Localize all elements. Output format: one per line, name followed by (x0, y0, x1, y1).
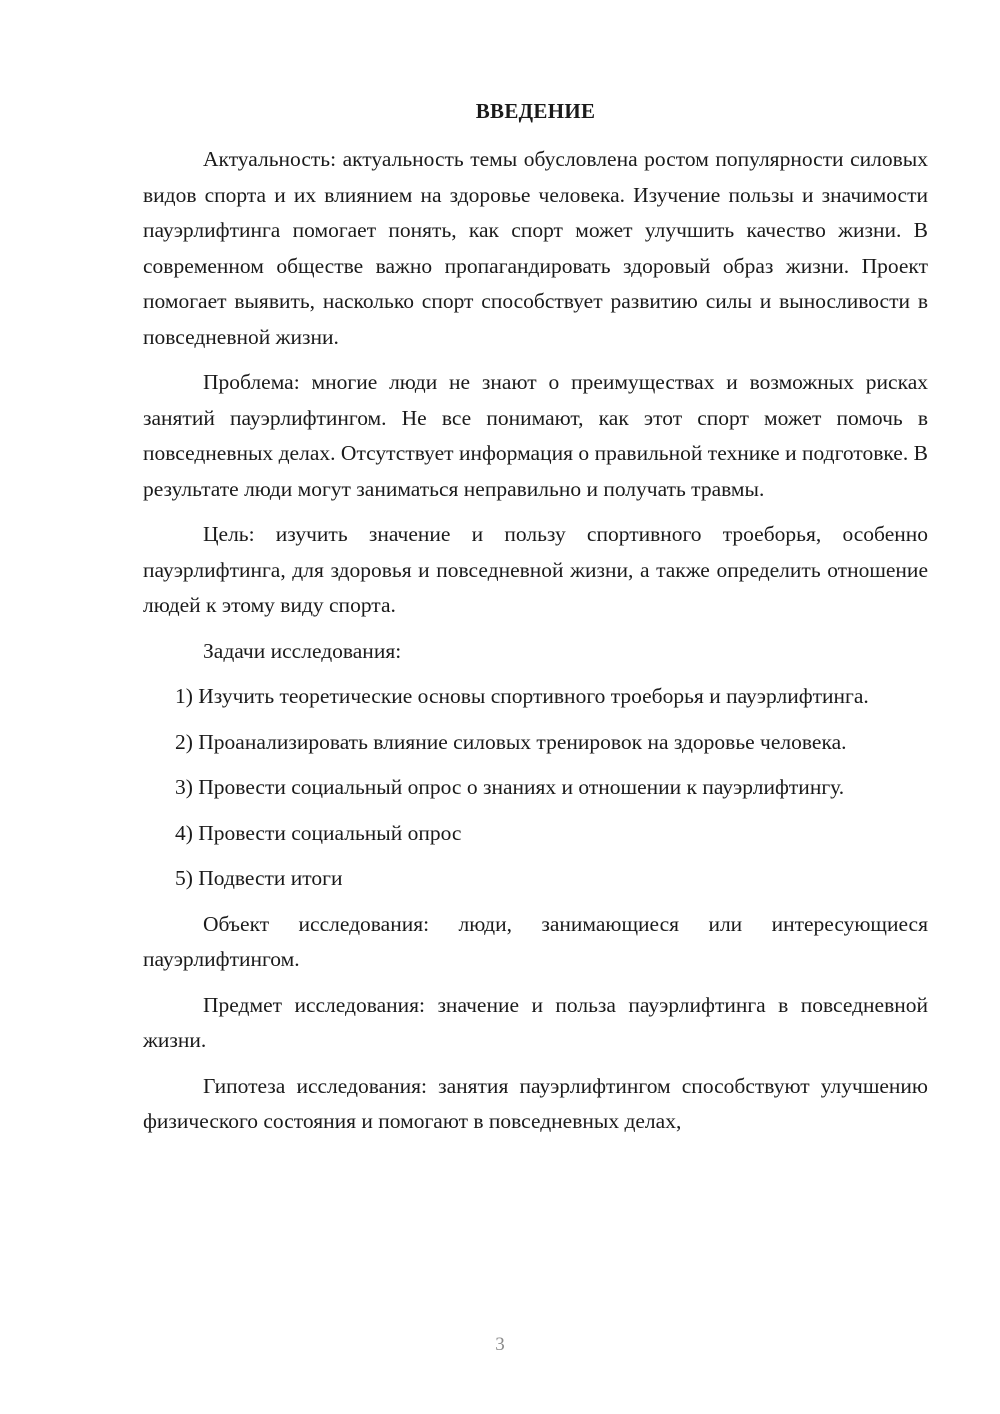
task-item-1: 1) Изучить теоретические основы спортивного троеборья и пауэрлифтинга. (175, 684, 869, 708)
tasks-heading: Задачи исследования: (203, 638, 402, 663)
paragraph-object: Объект исследования: люди, занимающиеся или интересующиеся пауэрлифтингом. (143, 911, 928, 971)
task-item-5: 5) Подвести итоги (175, 866, 343, 890)
page-number: 3 (495, 1334, 505, 1355)
task-item-4: 4) Провести социальный опрос (175, 820, 462, 845)
paragraph-relevance: Актуальность: актуальность темы обусловлена ростом популярности силовых видов спорта и их влиянием на здоровье человека. Изучение пользы и значимости пауэрлифтинга помогает понять, как спорт может улучшить качество жизни. В современном обществе важно пропагандировать здоровый образ жизни. Проект помогает выявить, насколько спорт способствует развитию силы и выносливости в повседневной жизни. (143, 147, 928, 349)
task-item-2: 2) Проанализировать влияние силовых тренировок на здоровье человека. (175, 729, 847, 754)
paragraph-hypothesis: Гипотеза исследования: занятия пауэрлифтингом способствуют улучшению физического состояния и помогают в повседневных делах, (143, 1073, 928, 1133)
paragraph-subject: Предмет исследования: значение и польза пауэрлифтинга в повседневной жизни. (143, 992, 928, 1052)
document-page (143, 96, 928, 1140)
paragraph-problem: Проблема: многие люди не знают о преимуществах и возможных рисках занятий пауэрлифтингом. Не все понимают, как этот спорт может помочь в повседневных делах. Отсутствует информация о правильной технике и подготовке. В результате люди могут заниматься неправильно и получать травмы. (143, 370, 928, 501)
paragraph-goal: Цель: изучить значение и пользу спортивного троеборья, особенно пауэрлифтинга, для здоровья и повседневной жизни, а также определить отношение людей к этому виду спорта. (143, 522, 928, 617)
task-item-3: 3) Провести социальный опрос о знаниях и отношении к пауэрлифтингу. (175, 775, 845, 799)
section-title: ВВЕДЕНИЕ (475, 99, 596, 123)
